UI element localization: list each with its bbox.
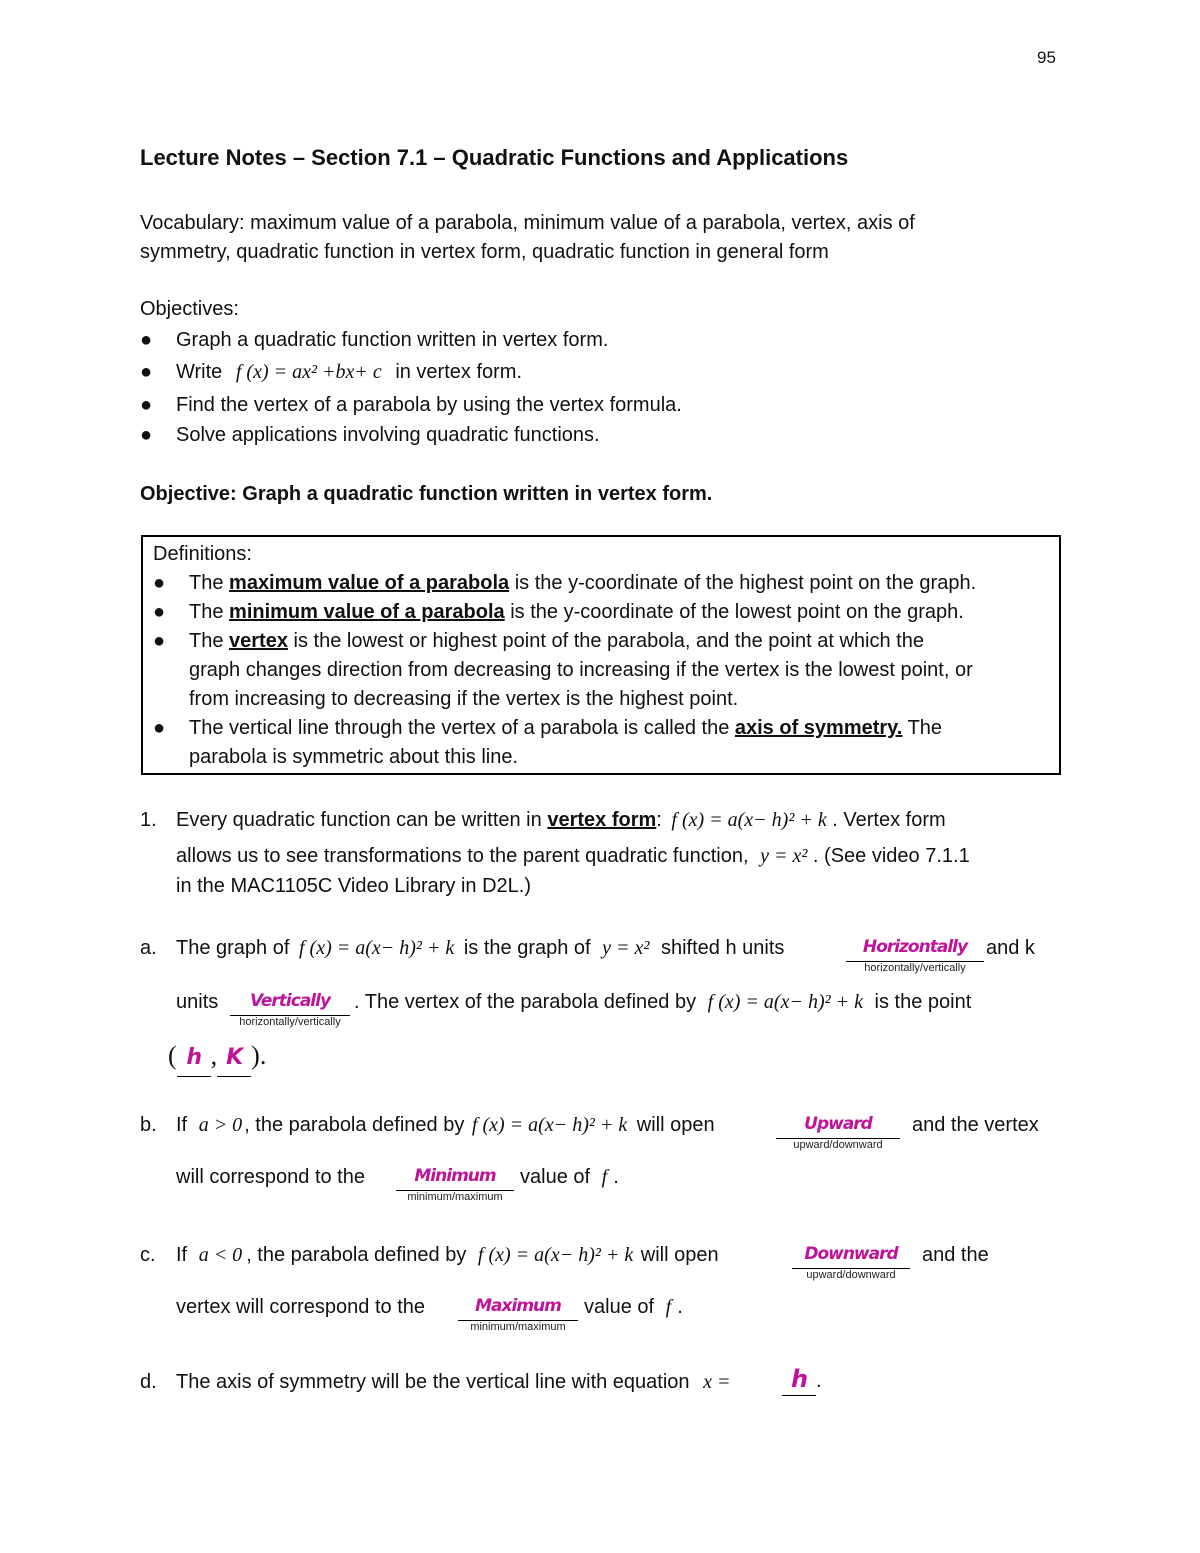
part-a-units: units	[176, 991, 219, 1013]
vocabulary-line-1: Vocabulary: maximum value of a parabola, minimum value of a parabola, vertex, axis of	[140, 212, 915, 234]
page-number: 95	[1037, 48, 1056, 67]
definitions-heading: Definitions:	[153, 543, 252, 565]
definition-minimum: ● The minimum value of a parabola is the y-coordinate of the lowest point on the graph.	[153, 598, 964, 627]
part-c-value-of-f: value of f .	[584, 1296, 683, 1318]
definition-vertex-line-2: graph changes direction from decreasing to increasing if the vertex is the lowest point, or	[189, 659, 973, 681]
part-d-line-1: d. The axis of symmetry will be the vertical line with equation x =	[140, 1371, 731, 1393]
part-c-and-the: and the	[922, 1244, 989, 1266]
vocabulary-line-2: symmetry, quadratic function in vertex form, quadratic function in general form	[140, 241, 829, 263]
objectives-heading: Objectives:	[140, 298, 239, 320]
objective-item-3: ● Find the vertex of a parabola by using the vertex formula.	[140, 391, 682, 420]
part-a-and-k: and k	[986, 937, 1035, 959]
bullet-icon: ●	[140, 361, 153, 383]
definition-vertex-line-3: from increasing to decreasing if the vertex is the highest point.	[189, 688, 739, 710]
general-form-formula: f (x) = ax² +bx+ c	[235, 361, 382, 383]
objective-heading: Objective: Graph a quadratic function written in vertex form.	[140, 483, 713, 505]
parent-function-formula: y = x²	[760, 845, 808, 867]
answer-blank-k[interactable]: K	[217, 1040, 251, 1077]
item-1-line-2: allows us to see transformations to the parent quadratic function, y = x² . (See video 7.1.1	[176, 845, 970, 867]
bullet-icon: ●	[153, 630, 166, 652]
definition-axis: ● The vertical line through the vertex of a parabola is called the axis of symmetry. The	[153, 714, 942, 743]
objective-item-1: ● Graph a quadratic function written in vertex form.	[140, 326, 608, 355]
definition-vertex: ● The vertex is the lowest or highest point of the parabola, and the point at which the	[153, 627, 924, 656]
part-a-vertex-point: ( h , K ).	[168, 1038, 266, 1077]
definition-axis-line-2: parabola is symmetric about this line.	[189, 746, 519, 768]
part-b-and-vertex: and the vertex	[912, 1114, 1039, 1136]
answer-blank-downward[interactable]: Downward upward/downward	[792, 1241, 910, 1281]
answer-blank-horizontally[interactable]: Horizontally horizontally/vertically	[846, 934, 984, 974]
part-a-line-1: a. The graph of f (x) = a(x− h)² + k is the graph of y = x² shifted h units	[140, 937, 785, 959]
part-c-line-2: vertex will correspond to the	[176, 1296, 426, 1318]
part-c-line-1: c. If a < 0 , the parabola defined by f (x) = a(x− h)² + k will open	[140, 1244, 719, 1266]
bullet-icon: ●	[140, 329, 153, 351]
part-a-line-2: . The vertex of the parabola defined by f (x) = a(x− h)² + k is the point	[354, 991, 972, 1013]
bullet-icon: ●	[140, 394, 153, 416]
vertex-form-formula: f (x) = a(x− h)² + k	[671, 809, 827, 831]
answer-blank-axis[interactable]: h .	[782, 1364, 822, 1396]
definition-maximum: ● The maximum value of a parabola is the y-coordinate of the highest point on the graph.	[153, 569, 976, 598]
bullet-icon: ●	[153, 572, 166, 594]
item-1-line-1: 1. Every quadratic function can be written in vertex form: f (x) = a(x− h)² + k . Vertex form	[140, 809, 946, 831]
definitions-box	[141, 535, 1061, 775]
part-b-line-1: b. If a > 0 , the parabola defined by f (x) = a(x− h)² + k will open	[140, 1114, 715, 1136]
answer-blank-h[interactable]: h	[177, 1040, 211, 1077]
page-title: Lecture Notes – Section 7.1 – Quadratic Functions and Applications	[140, 145, 849, 170]
answer-blank-vertically[interactable]: Vertically horizontally/vertically	[230, 988, 350, 1028]
item-1-line-3: in the MAC1105C Video Library in D2L.)	[176, 875, 531, 897]
answer-blank-maximum[interactable]: Maximum minimum/maximum	[458, 1293, 578, 1333]
bullet-icon: ●	[153, 601, 166, 623]
answer-blank-upward[interactable]: Upward upward/downward	[776, 1111, 900, 1151]
answer-blank-minimum[interactable]: Minimum minimum/maximum	[396, 1163, 514, 1203]
bullet-icon: ●	[140, 424, 153, 446]
bullet-icon: ●	[153, 717, 166, 739]
objective-item-2: ● Write f (x) = ax² +bx+ c in vertex form.	[140, 358, 522, 387]
part-b-value-of-f: value of f .	[520, 1166, 619, 1188]
part-b-line-2: will correspond to the	[176, 1166, 365, 1188]
objective-item-4: ● Solve applications involving quadratic functions.	[140, 421, 600, 450]
